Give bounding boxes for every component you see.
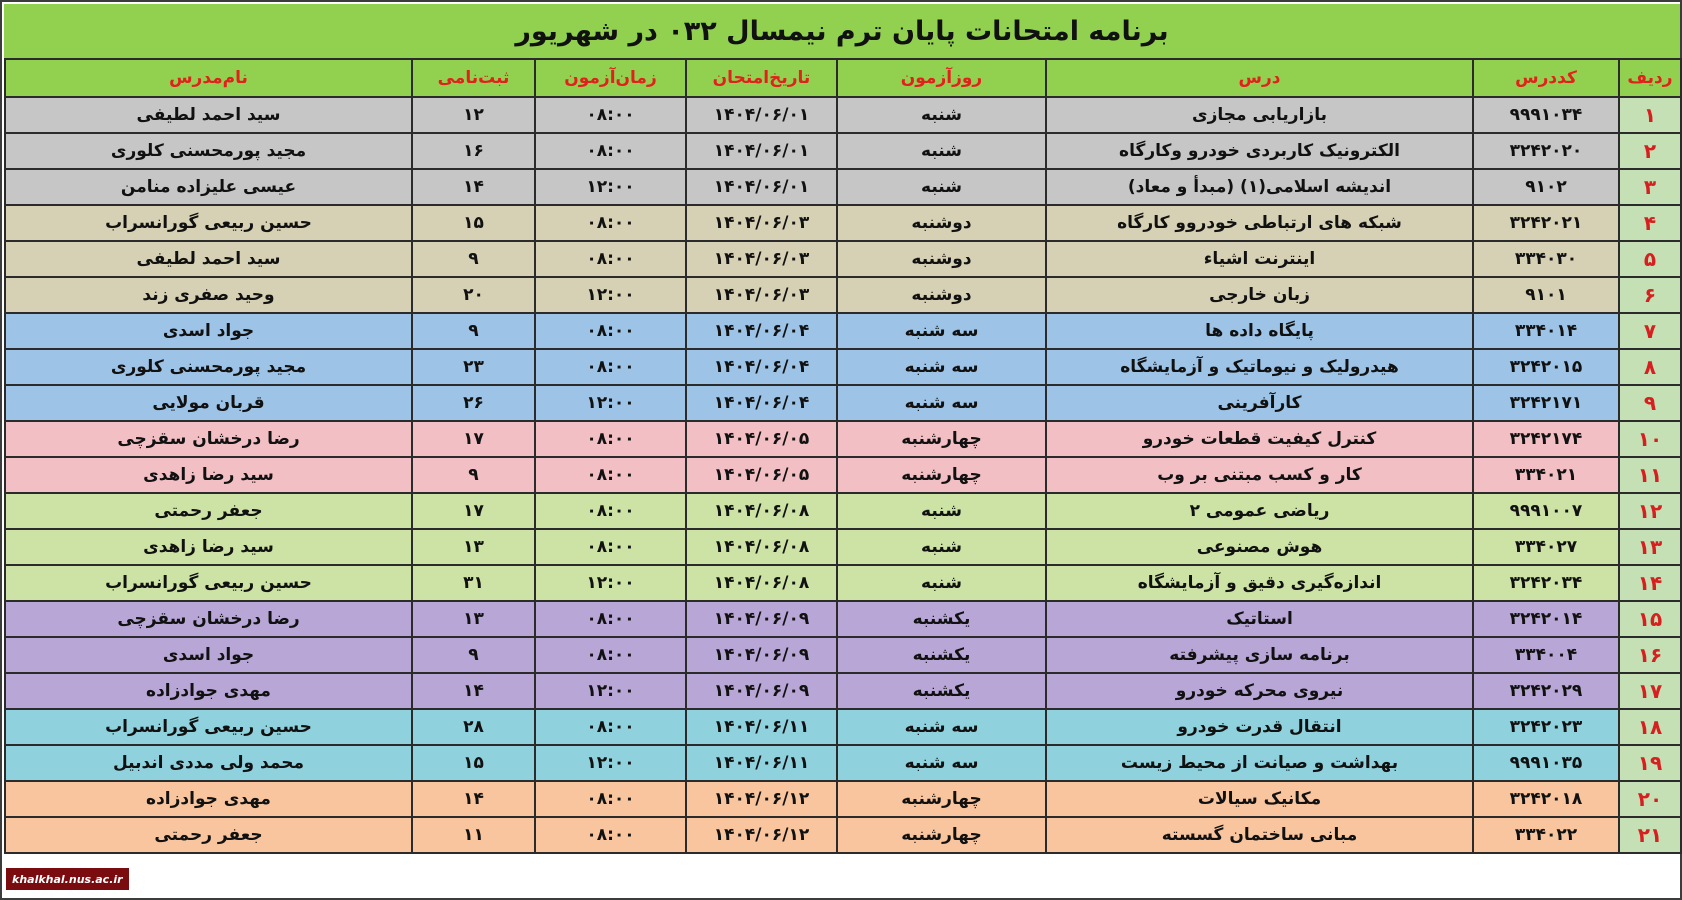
row-number: ۸ bbox=[1619, 349, 1681, 385]
teacher-name: حسین ربیعی گورانسراب bbox=[5, 565, 412, 601]
exam-date: ۱۴۰۴/۰۶/۱۱ bbox=[686, 709, 837, 745]
exam-day: سه شنبه bbox=[837, 745, 1046, 781]
exam-date: ۱۴۰۴/۰۶/۰۸ bbox=[686, 529, 837, 565]
row-number: ۱۹ bbox=[1619, 745, 1681, 781]
course-code: ۹۹۹۱۰۰۷ bbox=[1473, 493, 1619, 529]
header-registered: ثبت‌نامی bbox=[412, 59, 535, 97]
exam-time: ۱۲:۰۰ bbox=[535, 385, 686, 421]
exam-date: ۱۴۰۴/۰۶/۰۳ bbox=[686, 205, 837, 241]
exam-day: سه شنبه bbox=[837, 385, 1046, 421]
table-row bbox=[5, 241, 1681, 277]
exam-date: ۱۴۰۴/۰۶/۰۳ bbox=[686, 241, 837, 277]
exam-time: ۰۸:۰۰ bbox=[535, 349, 686, 385]
course-name: اینترنت اشیاء bbox=[1046, 241, 1473, 277]
header-exam-date: تاریخ‌امتحان bbox=[686, 59, 837, 97]
course-name: مکانیک سیالات bbox=[1046, 781, 1473, 817]
exam-time: ۰۸:۰۰ bbox=[535, 529, 686, 565]
exam-day: چهارشنبه bbox=[837, 817, 1046, 853]
exam-day: یکشنبه bbox=[837, 601, 1046, 637]
row-number: ۹ bbox=[1619, 385, 1681, 421]
course-name: هیدرولیک و نیوماتیک و آزمایشگاه bbox=[1046, 349, 1473, 385]
registered-count: ۹ bbox=[412, 313, 535, 349]
registered-count: ۲۶ bbox=[412, 385, 535, 421]
exam-day: سه شنبه bbox=[837, 709, 1046, 745]
course-name: نیروی محرکه خودرو bbox=[1046, 673, 1473, 709]
teacher-name: حسین ربیعی گورانسراب bbox=[5, 205, 412, 241]
course-code: ۳۳۴۰۰۴ bbox=[1473, 637, 1619, 673]
row-number: ۱ bbox=[1619, 97, 1681, 133]
teacher-name: سید احمد لطیفی bbox=[5, 241, 412, 277]
exam-date: ۱۴۰۴/۰۶/۰۳ bbox=[686, 277, 837, 313]
exam-time: ۱۲:۰۰ bbox=[535, 277, 686, 313]
exam-day: شنبه bbox=[837, 169, 1046, 205]
teacher-name: جعفر رحمتی bbox=[5, 817, 412, 853]
course-name: استاتیک bbox=[1046, 601, 1473, 637]
course-code: ۳۲۴۲۰۱۴ bbox=[1473, 601, 1619, 637]
exam-time: ۰۸:۰۰ bbox=[535, 457, 686, 493]
header-row bbox=[5, 59, 1681, 97]
course-name: الکترونیک کاربردی خودرو وکارگاه bbox=[1046, 133, 1473, 169]
exam-day: دوشنبه bbox=[837, 241, 1046, 277]
header-exam-time: زمان‌آزمون bbox=[535, 59, 686, 97]
exam-day: سه شنبه bbox=[837, 313, 1046, 349]
exam-date: ۱۴۰۴/۰۶/۰۱ bbox=[686, 133, 837, 169]
exam-date: ۱۴۰۴/۰۶/۰۸ bbox=[686, 493, 837, 529]
course-code: ۹۱۰۲ bbox=[1473, 169, 1619, 205]
course-code: ۳۲۴۲۰۲۹ bbox=[1473, 673, 1619, 709]
exam-date: ۱۴۰۴/۰۶/۱۲ bbox=[686, 817, 837, 853]
teacher-name: وحید صفری زند bbox=[5, 277, 412, 313]
table-row bbox=[5, 457, 1681, 493]
exam-date: ۱۴۰۴/۰۶/۰۹ bbox=[686, 601, 837, 637]
row-number: ۱۵ bbox=[1619, 601, 1681, 637]
title-bar bbox=[4, 4, 1680, 60]
row-number: ۱۲ bbox=[1619, 493, 1681, 529]
row-number: ۱۸ bbox=[1619, 709, 1681, 745]
registered-count: ۱۴ bbox=[412, 673, 535, 709]
course-name: برنامه سازی پیشرفته bbox=[1046, 637, 1473, 673]
registered-count: ۱۶ bbox=[412, 133, 535, 169]
course-name: زبان خارجی bbox=[1046, 277, 1473, 313]
course-name: شبکه های ارتباطی خودروو کارگاه bbox=[1046, 205, 1473, 241]
course-code: ۳۲۴۲۱۷۴ bbox=[1473, 421, 1619, 457]
course-name: پایگاه داده ها bbox=[1046, 313, 1473, 349]
teacher-name: مهدی جوادزاده bbox=[5, 781, 412, 817]
course-code: ۳۲۴۲۰۱۵ bbox=[1473, 349, 1619, 385]
exam-time: ۰۸:۰۰ bbox=[535, 709, 686, 745]
registered-count: ۱۲ bbox=[412, 97, 535, 133]
table-row bbox=[5, 745, 1681, 781]
exam-time: ۱۲:۰۰ bbox=[535, 169, 686, 205]
course-code: ۳۲۴۲۰۲۱ bbox=[1473, 205, 1619, 241]
exam-date: ۱۴۰۴/۰۶/۰۴ bbox=[686, 313, 837, 349]
teacher-name: مجید پورمحسنی کلوری bbox=[5, 133, 412, 169]
course-name: اندازه‌گیری دقیق و آزمایشگاه bbox=[1046, 565, 1473, 601]
registered-count: ۱۳ bbox=[412, 601, 535, 637]
teacher-name: مهدی جوادزاده bbox=[5, 673, 412, 709]
exam-date: ۱۴۰۴/۰۶/۰۵ bbox=[686, 421, 837, 457]
exam-date: ۱۴۰۴/۰۶/۰۱ bbox=[686, 169, 837, 205]
table-row bbox=[5, 169, 1681, 205]
teacher-name: محمد ولی مددی اندبیل bbox=[5, 745, 412, 781]
registered-count: ۱۷ bbox=[412, 493, 535, 529]
exam-day: دوشنبه bbox=[837, 277, 1046, 313]
exam-time: ۱۲:۰۰ bbox=[535, 565, 686, 601]
row-number: ۶ bbox=[1619, 277, 1681, 313]
teacher-name: مجید پورمحسنی کلوری bbox=[5, 349, 412, 385]
table-row bbox=[5, 385, 1681, 421]
registered-count: ۱۴ bbox=[412, 169, 535, 205]
row-number: ۴ bbox=[1619, 205, 1681, 241]
exam-day: شنبه bbox=[837, 493, 1046, 529]
table-row bbox=[5, 313, 1681, 349]
course-code: ۳۳۴۰۱۴ bbox=[1473, 313, 1619, 349]
exam-time: ۰۸:۰۰ bbox=[535, 781, 686, 817]
teacher-name: جواد اسدی bbox=[5, 313, 412, 349]
course-name: کنترل کیفیت قطعات خودرو bbox=[1046, 421, 1473, 457]
teacher-name: جعفر رحمتی bbox=[5, 493, 412, 529]
exam-time: ۰۸:۰۰ bbox=[535, 421, 686, 457]
row-number: ۱۰ bbox=[1619, 421, 1681, 457]
exam-date: ۱۴۰۴/۰۶/۰۴ bbox=[686, 349, 837, 385]
course-name: بازاریابی مجازی bbox=[1046, 97, 1473, 133]
course-name: ریاضی عمومی ۲ bbox=[1046, 493, 1473, 529]
registered-count: ۲۳ bbox=[412, 349, 535, 385]
exam-day: شنبه bbox=[837, 565, 1046, 601]
exam-day: شنبه bbox=[837, 97, 1046, 133]
registered-count: ۳۱ bbox=[412, 565, 535, 601]
teacher-name: سید احمد لطیفی bbox=[5, 97, 412, 133]
exam-time: ۰۸:۰۰ bbox=[535, 241, 686, 277]
exam-day: شنبه bbox=[837, 133, 1046, 169]
row-number: ۱۱ bbox=[1619, 457, 1681, 493]
exam-date: ۱۴۰۴/۰۶/۰۵ bbox=[686, 457, 837, 493]
registered-count: ۹ bbox=[412, 637, 535, 673]
table-row bbox=[5, 97, 1681, 133]
teacher-name: رضا درخشان سقزچی bbox=[5, 421, 412, 457]
registered-count: ۱۴ bbox=[412, 781, 535, 817]
row-number: ۲۱ bbox=[1619, 817, 1681, 853]
teacher-name: جواد اسدی bbox=[5, 637, 412, 673]
teacher-name: سید رضا زاهدی bbox=[5, 529, 412, 565]
header-exam-day: روزآزمون bbox=[837, 59, 1046, 97]
course-name: انتقال قدرت خودرو bbox=[1046, 709, 1473, 745]
registered-count: ۱۱ bbox=[412, 817, 535, 853]
exam-time: ۰۸:۰۰ bbox=[535, 313, 686, 349]
course-code: ۹۹۹۱۰۳۵ bbox=[1473, 745, 1619, 781]
course-name: کارآفرینی bbox=[1046, 385, 1473, 421]
table-row bbox=[5, 349, 1681, 385]
registered-count: ۹ bbox=[412, 457, 535, 493]
exam-day: یکشنبه bbox=[837, 673, 1046, 709]
registered-count: ۹ bbox=[412, 241, 535, 277]
table-row bbox=[5, 709, 1681, 745]
exam-time: ۰۸:۰۰ bbox=[535, 97, 686, 133]
table-row bbox=[5, 277, 1681, 313]
exam-date: ۱۴۰۴/۰۶/۱۱ bbox=[686, 745, 837, 781]
table-row bbox=[5, 637, 1681, 673]
table-row bbox=[5, 133, 1681, 169]
page-title: برنامه امتحانات پایان ترم نیمسال ۰۳۲ در شهریور bbox=[515, 15, 1169, 47]
exam-date: ۱۴۰۴/۰۶/۱۲ bbox=[686, 781, 837, 817]
exam-time: ۱۲:۰۰ bbox=[535, 673, 686, 709]
row-number: ۱۳ bbox=[1619, 529, 1681, 565]
exam-date: ۱۴۰۴/۰۶/۰۴ bbox=[686, 385, 837, 421]
exam-day: چهارشنبه bbox=[837, 457, 1046, 493]
exam-date: ۱۴۰۴/۰۶/۰۸ bbox=[686, 565, 837, 601]
row-number: ۲۰ bbox=[1619, 781, 1681, 817]
row-number: ۱۶ bbox=[1619, 637, 1681, 673]
course-code: ۳۳۴۰۳۰ bbox=[1473, 241, 1619, 277]
exam-date: ۱۴۰۴/۰۶/۰۱ bbox=[686, 97, 837, 133]
row-number: ۵ bbox=[1619, 241, 1681, 277]
teacher-name: عیسی علیزاده منامن bbox=[5, 169, 412, 205]
exam-time: ۰۸:۰۰ bbox=[535, 133, 686, 169]
registered-count: ۱۵ bbox=[412, 745, 535, 781]
table-row bbox=[5, 421, 1681, 457]
course-code: ۹۱۰۱ bbox=[1473, 277, 1619, 313]
table-row bbox=[5, 493, 1681, 529]
table-row bbox=[5, 565, 1681, 601]
course-code: ۳۲۴۲۰۱۸ bbox=[1473, 781, 1619, 817]
registered-count: ۱۳ bbox=[412, 529, 535, 565]
exam-day: یکشنبه bbox=[837, 637, 1046, 673]
table-row bbox=[5, 529, 1681, 565]
registered-count: ۲۰ bbox=[412, 277, 535, 313]
registered-count: ۱۵ bbox=[412, 205, 535, 241]
exam-table-body bbox=[5, 97, 1681, 853]
exam-day: شنبه bbox=[837, 529, 1046, 565]
course-code: ۹۹۹۱۰۳۴ bbox=[1473, 97, 1619, 133]
course-code: ۳۲۴۲۰۲۳ bbox=[1473, 709, 1619, 745]
exam-time: ۰۸:۰۰ bbox=[535, 637, 686, 673]
table-row bbox=[5, 205, 1681, 241]
teacher-name: رضا درخشان سقزچی bbox=[5, 601, 412, 637]
registered-count: ۱۷ bbox=[412, 421, 535, 457]
header-course: درس bbox=[1046, 59, 1473, 97]
course-code: ۳۲۴۲۰۳۴ bbox=[1473, 565, 1619, 601]
row-number: ۱۴ bbox=[1619, 565, 1681, 601]
exam-table bbox=[4, 58, 1682, 854]
course-name: مبانی ساختمان گسسته bbox=[1046, 817, 1473, 853]
table-row bbox=[5, 817, 1681, 853]
exam-day: دوشنبه bbox=[837, 205, 1046, 241]
exam-day: چهارشنبه bbox=[837, 421, 1046, 457]
row-number: ۷ bbox=[1619, 313, 1681, 349]
exam-day: چهارشنبه bbox=[837, 781, 1046, 817]
exam-time: ۰۸:۰۰ bbox=[535, 817, 686, 853]
exam-time: ۰۸:۰۰ bbox=[535, 205, 686, 241]
row-number: ۲ bbox=[1619, 133, 1681, 169]
header-row-number: ردیف bbox=[1619, 59, 1681, 97]
row-number: ۳ bbox=[1619, 169, 1681, 205]
exam-time: ۰۸:۰۰ bbox=[535, 601, 686, 637]
teacher-name: قربان مولایی bbox=[5, 385, 412, 421]
exam-day: سه شنبه bbox=[837, 349, 1046, 385]
table-row bbox=[5, 781, 1681, 817]
table-row bbox=[5, 673, 1681, 709]
row-number: ۱۷ bbox=[1619, 673, 1681, 709]
course-code: ۳۳۴۰۲۷ bbox=[1473, 529, 1619, 565]
exam-date: ۱۴۰۴/۰۶/۰۹ bbox=[686, 673, 837, 709]
teacher-name: حسین ربیعی گورانسراب bbox=[5, 709, 412, 745]
course-name: کار و کسب مبتنی بر وب bbox=[1046, 457, 1473, 493]
exam-time: ۰۸:۰۰ bbox=[535, 493, 686, 529]
course-code: ۳۲۴۲۱۷۱ bbox=[1473, 385, 1619, 421]
course-code: ۳۳۴۰۲۲ bbox=[1473, 817, 1619, 853]
header-course-code: کددرس bbox=[1473, 59, 1619, 97]
table-row bbox=[5, 601, 1681, 637]
teacher-name: سید رضا زاهدی bbox=[5, 457, 412, 493]
header-teacher: نام‌مدرس bbox=[5, 59, 412, 97]
site-watermark: khalkhal.nus.ac.ir bbox=[6, 868, 129, 890]
course-name: اندیشه اسلامی(۱) (مبدأ و معاد) bbox=[1046, 169, 1473, 205]
course-code: ۳۲۴۲۰۲۰ bbox=[1473, 133, 1619, 169]
exam-date: ۱۴۰۴/۰۶/۰۹ bbox=[686, 637, 837, 673]
course-name: هوش مصنوعی bbox=[1046, 529, 1473, 565]
registered-count: ۲۸ bbox=[412, 709, 535, 745]
course-code: ۳۳۴۰۲۱ bbox=[1473, 457, 1619, 493]
course-name: بهداشت و صیانت از محیط زیست bbox=[1046, 745, 1473, 781]
exam-time: ۱۲:۰۰ bbox=[535, 745, 686, 781]
